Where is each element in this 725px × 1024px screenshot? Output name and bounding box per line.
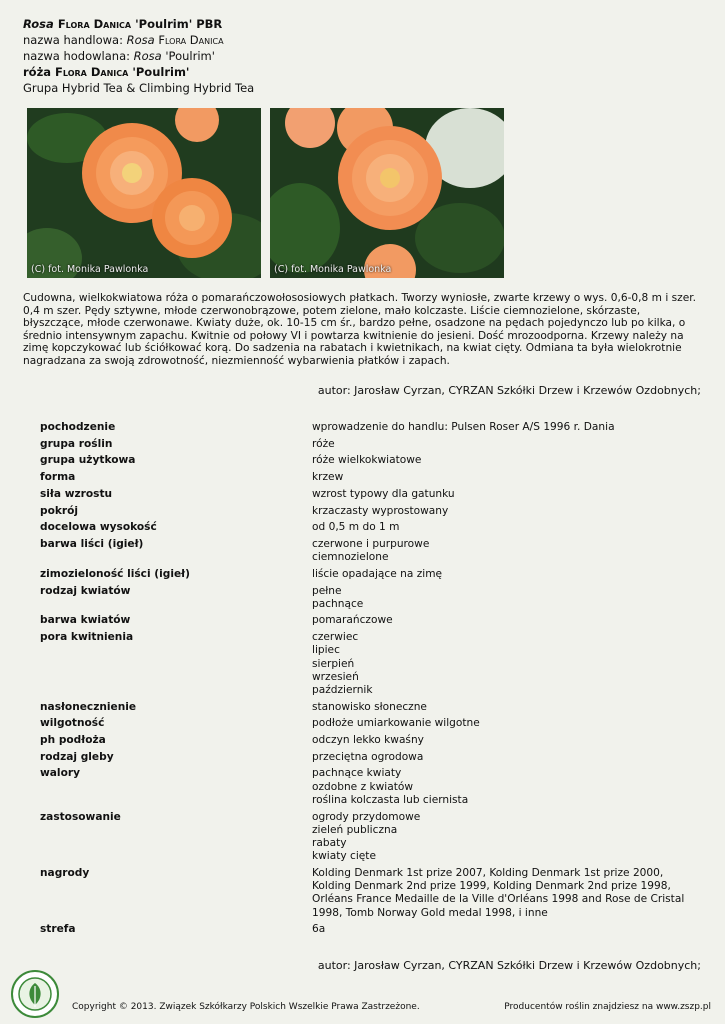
property-values <box>312 488 700 501</box>
property-key: pora kwitnienia <box>40 631 134 644</box>
rose-photo-2 <box>270 108 504 278</box>
property-values <box>312 631 700 697</box>
header-line-2: nazwa handlowa: Rosa Flora Danica <box>23 33 224 47</box>
property-values <box>312 471 700 484</box>
property-key: strefa <box>40 923 76 936</box>
property-row <box>40 923 700 936</box>
property-key: barwa liści (igieł) <box>40 537 144 550</box>
property-key: pochodzenie <box>40 421 116 433</box>
property-row <box>40 538 700 564</box>
property-value: lipiec <box>312 644 340 657</box>
property-value: czerwone i purpurowe <box>312 537 430 550</box>
property-row <box>40 614 700 627</box>
property-row <box>40 438 700 451</box>
property-key: grupa roślin <box>40 437 113 450</box>
property-values <box>312 538 700 564</box>
property-value: krzaczasty wyprostowany <box>312 504 449 517</box>
property-key: zimozieloność liści (igieł) <box>40 567 190 580</box>
property-values <box>312 701 700 714</box>
property-row <box>40 421 700 434</box>
header-line-1: Rosa Flora Danica 'Poulrim' PBR <box>23 17 223 31</box>
property-key: ph podłoża <box>40 734 106 747</box>
property-values <box>312 923 700 936</box>
plant-description: Cudowna, wielkokwiatowa róża o pomarańczowołososiowych płatkach. Tworzy wyniosłe, zwarte krzewy o wys. 0,6-0,8 m i szer. 0,4 m szer. Pędy sztywne, młode czerwonobrązowe, potem zielone, mało kolczaste. Liście ciemnozielone, skórzaste, błyszczące, młode czerwonawe. Kwiaty duże, ok. 10-15 cm śr., bardzo pełne, osadzone na pędach pojedynczo lub po kilka, o średnio intensywnym zapachu. Kwitnie od połowy VI i powtarza kwitnienie do jesieni. Dość mrozoodporna. Krzewy należy na zimę kopczykować lub ściółkować korą. Do sadzenia na rabatach i kwietnikach, na kwiat cięty. Odmiana ta była wielokrotnie nagradzana za swoją zdrowotność, niezmienność wybarwienia płatków i zapach. <box>23 292 696 367</box>
property-value: wprowadzenie do handlu: Pulsen Roser A/S 1996 r. Dania <box>312 421 615 433</box>
property-values <box>312 421 700 434</box>
property-row <box>40 568 700 581</box>
property-key: rodzaj kwiatów <box>40 584 131 597</box>
property-row <box>40 505 700 518</box>
property-value: pachnące <box>312 597 364 610</box>
property-value: liście opadające na zimę <box>312 567 443 580</box>
property-row <box>40 488 700 501</box>
property-values <box>312 505 700 518</box>
property-row <box>40 751 700 764</box>
header-line-4: róża Flora Danica 'Poulrim' <box>23 65 190 79</box>
property-value: pomarańczowe <box>312 614 393 627</box>
property-row <box>40 717 700 730</box>
property-value: podłoże umiarkowanie wilgotne <box>312 717 480 730</box>
property-row <box>40 767 700 807</box>
author-note-top: autor: Jarosław Cyrzan, CYRZAN Szkółki Drzew i Krzewów Ozdobnych; <box>317 384 701 397</box>
plant-header <box>23 16 254 96</box>
property-key: rodzaj gleby <box>40 750 114 763</box>
property-values <box>312 811 700 864</box>
property-row <box>40 701 700 714</box>
property-value: wrzesień <box>312 670 359 683</box>
author-note-bottom: autor: Jarosław Cyrzan, CYRZAN Szkółki Drzew i Krzewów Ozdobnych; <box>317 959 701 972</box>
property-values <box>312 867 700 920</box>
property-key: barwa kwiatów <box>40 614 131 627</box>
property-value: krzew <box>312 471 344 484</box>
property-values <box>312 568 700 581</box>
property-value: zieleń publiczna <box>312 823 398 836</box>
property-key: wilgotność <box>40 717 105 730</box>
property-value: roślina kolczasta lub ciernista <box>312 793 469 806</box>
property-value: ozdobne z kwiatów <box>312 780 414 793</box>
property-value: przeciętna ogrodowa <box>312 750 424 763</box>
property-values <box>312 521 700 534</box>
property-values <box>312 767 700 807</box>
property-value: sierpień <box>312 657 355 670</box>
property-key: nasłonecznienie <box>40 700 137 713</box>
property-value: 6a <box>312 923 326 936</box>
property-key: grupa użytkowa <box>40 454 136 467</box>
footer-producers[interactable]: Producentów roślin znajdziesz na www.zszp.pl <box>504 1002 711 1012</box>
property-values <box>312 717 700 730</box>
property-key: walory <box>40 767 80 780</box>
header-line-5: Grupa Hybrid Tea & Climbing Hybrid Tea <box>23 81 255 95</box>
property-value: róże <box>312 437 335 450</box>
footer-copyright: Copyright © 2013. Związek Szkółkarzy Polskich Wszelkie Prawa Zastrzeżone. <box>72 1002 420 1012</box>
property-row <box>40 811 700 864</box>
property-key: pokrój <box>40 504 79 517</box>
property-value: wzrost typowy dla gatunku <box>312 487 455 500</box>
property-key: zastosowanie <box>40 810 121 823</box>
property-value: rabaty <box>312 836 347 849</box>
property-values <box>312 734 700 747</box>
photo-1-caption: (C) fot. Monika Pawlonka <box>31 264 149 275</box>
property-value: czerwiec <box>312 631 359 644</box>
property-row <box>40 454 700 467</box>
rose-photo-2-image <box>270 108 504 278</box>
property-row <box>40 734 700 747</box>
header-line-3: nazwa hodowlana: Rosa 'Poulrim' <box>23 49 215 63</box>
property-value: pachnące kwiaty <box>312 767 402 780</box>
rose-photo-1-image <box>27 108 261 278</box>
property-row <box>40 867 700 920</box>
property-values <box>312 751 700 764</box>
property-values <box>312 454 700 467</box>
property-value: ciemnozielone <box>312 551 389 564</box>
property-value: róże wielkokwiatowe <box>312 454 422 467</box>
property-value: październik <box>312 683 373 696</box>
property-key: siła wzrostu <box>40 487 113 500</box>
property-key: docelowa wysokość <box>40 521 157 534</box>
photo-2-caption: (C) fot. Monika Pawlonka <box>274 264 392 275</box>
property-row <box>40 585 700 611</box>
rose-photo-1 <box>27 108 261 278</box>
property-row <box>40 471 700 484</box>
property-value: ogrody przydomowe <box>312 810 421 823</box>
property-value: pełne <box>312 584 342 597</box>
property-row <box>40 521 700 534</box>
property-values <box>312 614 700 627</box>
property-values <box>312 585 700 611</box>
property-key: nagrody <box>40 866 90 879</box>
property-row <box>40 631 700 697</box>
property-value: od 0,5 m do 1 m <box>312 521 400 534</box>
properties-table <box>40 421 700 940</box>
zszp-logo <box>11 970 59 1018</box>
property-value: odczyn lekko kwaśny <box>312 734 424 747</box>
property-value: kwiaty cięte <box>312 850 376 863</box>
property-key: forma <box>40 471 76 484</box>
property-value: stanowisko słoneczne <box>312 700 427 713</box>
property-values <box>312 438 700 451</box>
property-value: Kolding Denmark 1st prize 2007, Kolding Denmark 1st prize 2000, Kolding Denmark 2nd prize 1999, Kolding Denmark 2nd prize 1998, Orléans France Medaille de la Ville d'Orléans 1998 and Rose de Cristal 1998, Tomb Norway Gold medal 1998, i inne <box>312 866 685 919</box>
